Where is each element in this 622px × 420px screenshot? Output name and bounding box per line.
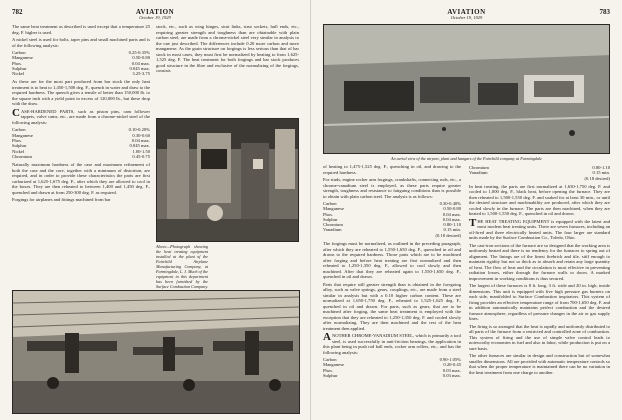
table-row: Nickel 1.00-1.50	[12, 148, 150, 154]
table-row: Phos. 0.04 max.	[12, 138, 150, 144]
paragraph: The firing is so arranged that the heat is rapidly and uniformly distributed to all parts of the furnace from a restricted and controlled zone of combustion. This system of firing and the use of simple valve control leads to noteworthy economies in fuel and also in labor, while production is put on a sure basis.	[469, 323, 610, 351]
paragraph: The other furnaces are similar in design and construction but of somewhat smaller dimensions. All are provided with automatic temperature controls so that when the proper temperature is maintained there can be no variation in the heat treatment from one charge to another.	[469, 353, 610, 375]
tool-steel-analysis-continued	[469, 165, 610, 181]
nickel-steel-analysis-table	[12, 50, 150, 76]
paragraph: The forgings must be normalized, as outlined in the preceding paragraph, after which they are reheated to 1,550-1,650 deg. F., quenched in oil and drawn to the required hardness. Those parts which are to be machined after forging and before heat treating are first normalized and then reheated to 1,250-1,350 deg. F., allowed to cool slowly and then machined. After that they are reheated again to 1,550-1,650 deg. F., quenched in oil and drawn.	[323, 241, 461, 280]
paragraph: ANOTHER CHROME-VANADIUM STEEL, which is primarily a tool steel, is used successfully in anti-friction bearings, the application in this plant being in push rod ball ends, rocker arm rollers, etc., and has the following analysis:	[323, 331, 461, 355]
table-row: Phos. 0.04 max.	[323, 211, 461, 217]
paragraph: The cast-iron sections of the furnace are so designed that the working area is uniformly heated and there is no tendency for the furnaces to spring out of alignment. The linings are of the finest firebrick and tile, stiff enough to maintain rigidity but not so thick as to absorb and retain any large quantity of heat. The flow of heat and the circulation is most effective in preventing radiation losses, either through the furnace walls or doors. A marked improvement in working conditions is thus secured.	[469, 242, 610, 281]
table-row: Sulphur 0.045 max.	[12, 143, 150, 149]
chrome-nickel-analysis-table	[12, 127, 150, 159]
table-row: Carbon 0.30-0.40%	[323, 201, 461, 206]
paragraph: CASE-HARDENED PARTS, such as piston pins, cam follower tappets, valve cams, etc., are made from a chrome-nickel steel of the following analysis:	[12, 106, 150, 125]
table-row: Manganese 0.20-0.45	[323, 362, 461, 368]
paragraph: The same heat treatment as described is used except that a temperature 25 deg. F. higher is used.	[12, 24, 150, 35]
table-row: (0.18 desired)	[435, 232, 461, 238]
right-column-2	[469, 164, 610, 416]
tool-steel-analysis-table	[323, 357, 461, 378]
table-row: Sulphur 0.04 max.	[323, 216, 461, 222]
table-row: Vanadium 0.15 min.	[323, 227, 461, 233]
table-row: Chromium 0.45-0.75	[12, 153, 150, 159]
paragraph: In heat treating, the parts are first normalized at 1,650-1,750 deg. F. and cooled to 1,000 deg. F., black heat, before opening the furnace. They are then reheated to 1,500-1,550 deg. F. and soaked for at least 30 min., or until the desired structure and machinability are produced, after which they are cooled slowly in the furnace. The parts are then machined, when they are heated to 1,500-1,550 deg. F., quenched in oil and drawn.	[469, 183, 610, 217]
table-row: (0.18 desired)	[584, 175, 610, 181]
paragraph: Forgings for airplanes and fittings machined from bar	[12, 197, 111, 203]
right-page	[311, 0, 622, 420]
table-row: Manganese 0.30-0.60	[12, 132, 150, 138]
paragraph: A nickel steel is used for bolts, taper pins and small machined parts and is of the following analysis:	[12, 37, 150, 48]
paragraph: Naturally maximum hardness of the case and maximum refinement of both the case and the core, together with a minimum of distortion, are required, and in order to provide these characteristics the parts are first carburized at 1,625-1,675 deg. F., after which they are allowed to cool in the boxes. They are then reheated to between 1,400 and 1,450 deg. F., quenched and drawn at from 250-300 deg. F. as required.	[12, 162, 150, 195]
table-row: Phos. 0.04 max.	[12, 60, 150, 66]
aerial-view-photo	[323, 24, 610, 154]
table-row: Sulphur 0.03 max.	[323, 372, 461, 378]
paragraph: As these are for the most part produced from bar stock the only heat treatment is to heat to 1,450-1,500 deg. F., quench in water and draw to the required hardness. The quench gives a tensile of better than 150,000 lb. to the square inch with a yield point in excess of 120,000 lb., but these drop with the draw.	[12, 79, 150, 107]
right-magazine-title: AVIATION	[447, 8, 486, 16]
table-row: Carbon 0.90-1.05%	[323, 357, 461, 363]
table-row: Carbon 0.25-0.35%	[12, 50, 150, 55]
right-header	[323, 8, 610, 20]
table-row: Sulphur 0.045 max.	[12, 65, 150, 71]
paragraph: The largest of these furnaces is 8 ft. long, 3 ft. wide and 20 in. high, inside dimensions. This unit is equipped with five high pressure gas burners on each side, manifolded to Surface Combustion inspirators. This system of firing provides an effective temperature range of from 700-1,650 deg. F. and in addition automatically maintains perfect combustion and the desired furnace atmosphere, regardless of pressure changes in the air or gas supply lines.	[469, 283, 610, 322]
paragraph: Parts that require still greater strength than is obtained in the foregoing alloy, such as valve springs, gears, couplings, etc., are made from a steel similar in analysis but with a 0.10 higher carbon content. These are normalized at 1,650-1,750 deg. F., reheated to 1,525-1,625 deg. F., quenched in oil and drawn. For parts, such as gears, that are to be machined after forging, the same heat treatment is employed with the exception that they are reheated to 1,250-1,350 deg. F. and cooled slowly after normalizing. They are then machined and the rest of the heat treatment then applied.	[323, 281, 461, 331]
table-row: Vanadium 0.15 min.	[469, 170, 610, 176]
drop-cap: A	[323, 331, 331, 344]
assembly-line-photo	[12, 290, 300, 414]
left-page-number: 782	[12, 8, 23, 16]
drop-cap: C	[12, 106, 20, 119]
paragraph: For studs, engine rocker arm forgings, crankshafts, connecting rods, etc., a chrome-vanadium steel is employed, as these parts require greater strength, toughness and resistance to fatiguing conditions than is possible to obtain with plain carbon steel. The analysis is as follows:	[323, 177, 461, 199]
chrome-vanadium-analysis-table	[323, 201, 461, 238]
left-header	[12, 8, 298, 20]
table-row: Chromium 0.80-1.10	[323, 222, 461, 228]
paragraph: stock, etc., such as wing hinges, strut links, strut sockets, hull ends, etc., requiring greater strength and toughness than are obtainable with plain carbon steel, are made from a chrome-nickel steel very similar in analysis to the one just described. The differences include 0.20 more carbon and more manganese. As the grain structure on forgings is less serious than that of bar stock in most cases, they must first be normalized by heating to from 1,625-1,525 deg. F. The heat treatment for both forgings and bar stock produces good structure in the fibre and exclusive of the normalizing of the forgings, consists	[156, 24, 299, 73]
heat-treating-photo	[156, 118, 299, 242]
right-date: October 19, 1929	[450, 15, 483, 20]
right-page-number: 783	[599, 8, 610, 16]
paragraph: of heating to 1,475-1,525 deg. F., quenching in oil, and drawing to the required hardness.	[323, 164, 461, 175]
left-date: October 19, 1929	[139, 15, 171, 20]
table-row: Chromium 0.80-1.10	[469, 165, 610, 170]
paragraph: THE HEAT TREATING EQUIPMENT is equipped with the latest and most modern heat treating units. There are seven furnaces, including an oil-fired and three electrically heated units. The four larger are standard units made by the Surface Combustion Co., Toledo, Ohio.	[469, 216, 610, 241]
drop-cap: T	[469, 216, 477, 229]
photo-caption: Above—Photograph showing the heat treating equipment installed at the plant of the Fairchild Airplane Manufacturing Company, at Farmingdale, L. I. Much of the equipment in this department has been furnished by the Surface Combustion Company.	[156, 244, 208, 289]
table-row: Nickel 3.25-3.75	[12, 71, 150, 77]
table-row: Manganese 0.50-0.80	[12, 55, 150, 61]
left-magazine-title: AVIATION	[135, 8, 175, 16]
table-row: Manganese 0.50-0.80	[323, 206, 461, 212]
aerial-photo-caption: An aerial view of the airport, plant and hangars of the Fairchild company at Farmingdale	[390, 156, 543, 161]
right-column-1	[323, 164, 461, 416]
table-row: Carbon 0.10-0.20%	[12, 127, 150, 133]
table-row: Phos. 0.03 max.	[323, 367, 461, 373]
left-column-2	[156, 24, 299, 114]
